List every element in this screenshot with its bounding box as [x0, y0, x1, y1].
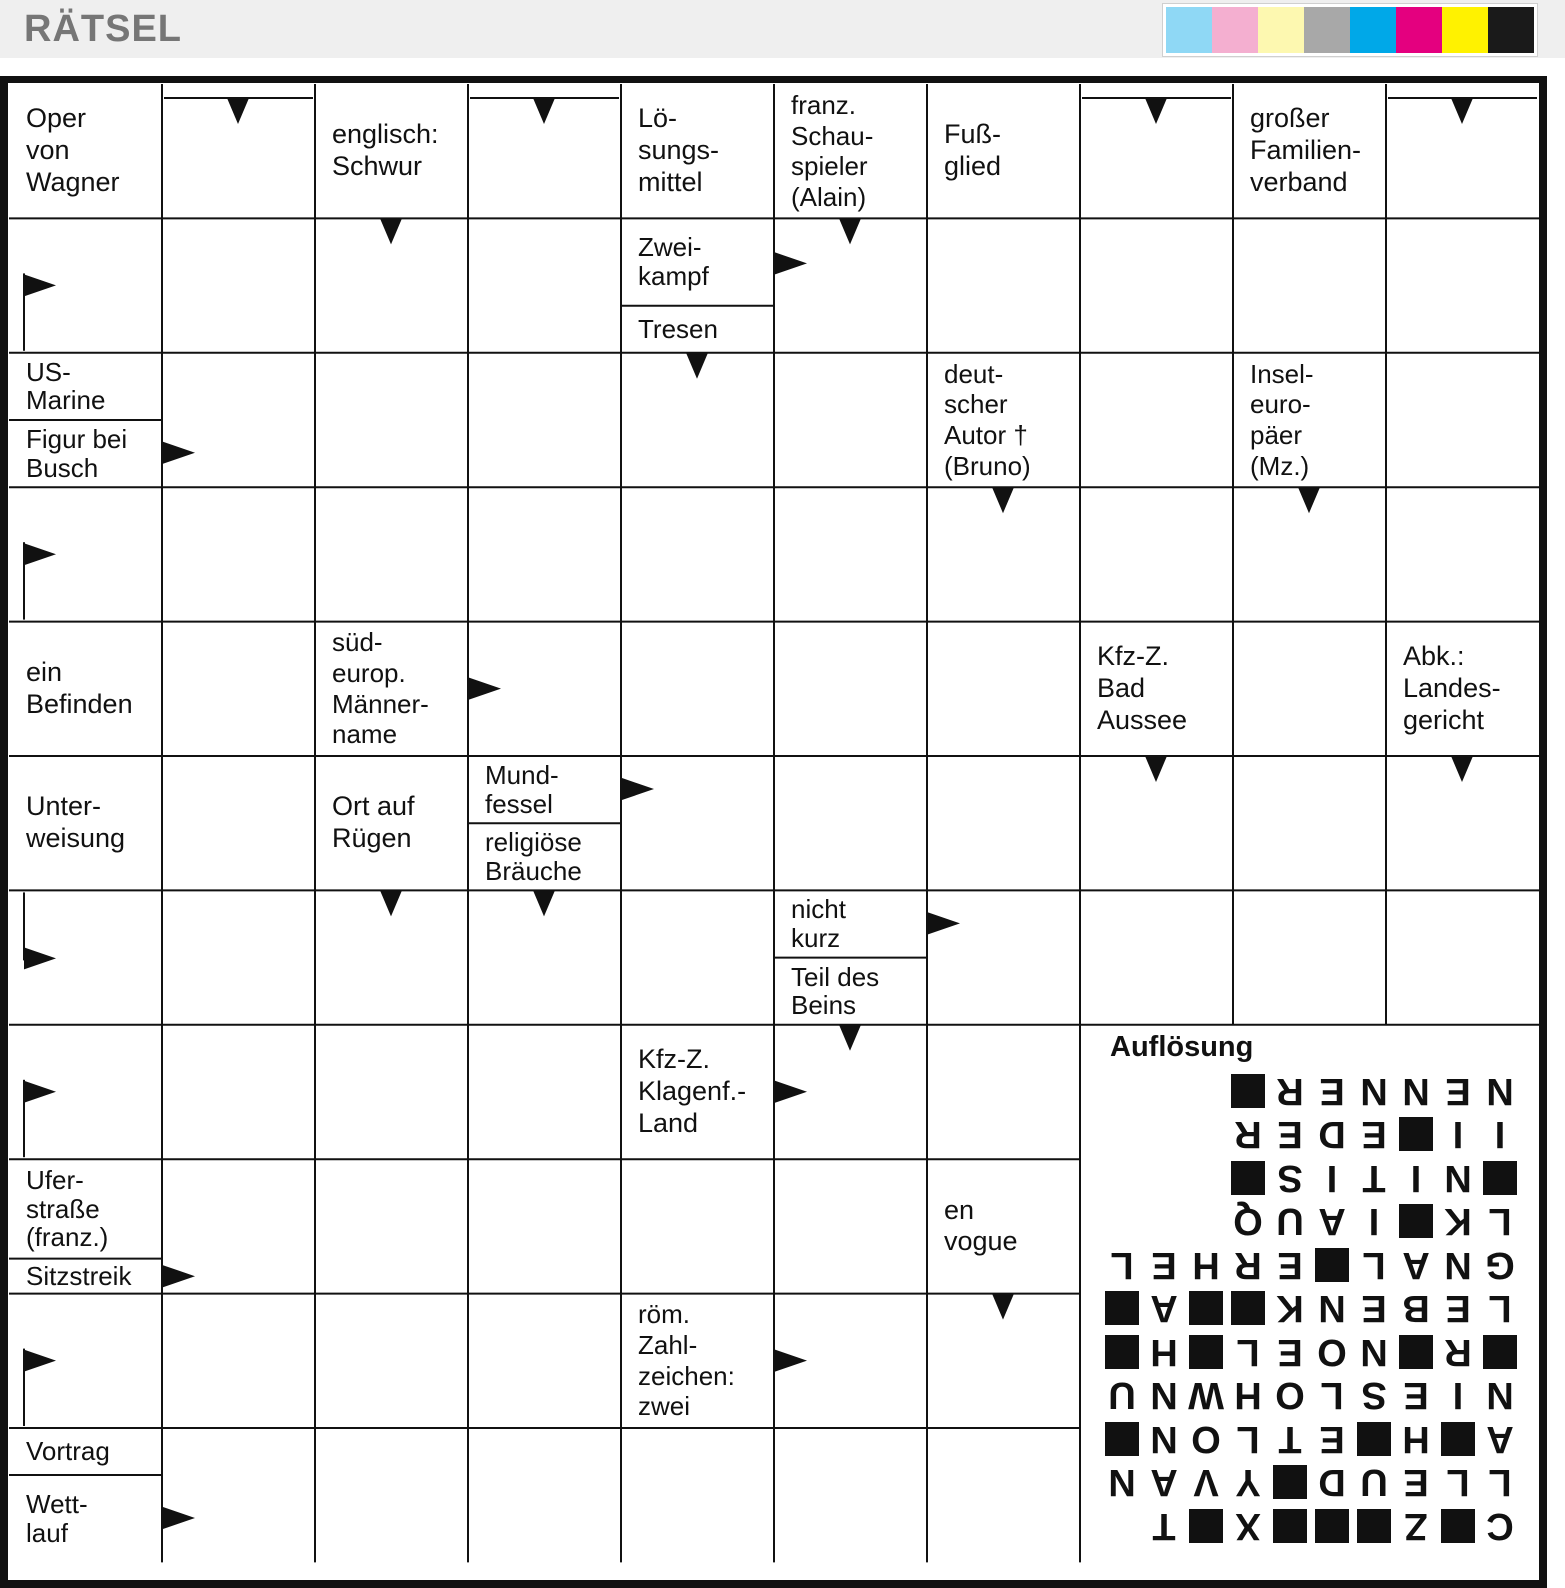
solution-letter: L [1110, 1244, 1134, 1287]
solution-block [1315, 1248, 1349, 1282]
clue-beins: Teil des Beins [791, 961, 880, 1021]
solution-letter: E [1361, 1287, 1387, 1330]
solution-block [1441, 1509, 1475, 1543]
header-bar [0, 0, 1565, 58]
clue-tresen: Tresen [638, 313, 718, 344]
solution-block [1441, 1422, 1475, 1456]
solution-letter: Y [1235, 1461, 1261, 1504]
color-swatch [1166, 7, 1212, 53]
solution-letter: A [1150, 1461, 1178, 1504]
solution-block [1105, 1335, 1139, 1369]
solution-letter: I [1494, 1113, 1506, 1156]
clue-nichtkurz: nicht kurz [791, 894, 846, 953]
solution-block [1231, 1161, 1265, 1195]
clue-landesgericht: Abk.: Landes- gericht [1403, 641, 1501, 735]
clue-mundfessel: Mund- fessel [485, 760, 559, 819]
solution-letter: T [1362, 1157, 1386, 1200]
solution-letter: A [1150, 1287, 1178, 1330]
solution-letter: L [1320, 1374, 1344, 1417]
solution-letter: T [1278, 1418, 1302, 1461]
solution-letter: A [1486, 1418, 1514, 1461]
puzzle-title: RÄTSEL [24, 8, 182, 50]
solution-block [1483, 1335, 1517, 1369]
clue-zweikampf: Zwei- kampf [638, 232, 709, 292]
solution-letter: L [1236, 1331, 1260, 1374]
color-swatch [1396, 7, 1442, 53]
clue-layer [0, 76, 1548, 1588]
solution-title: Auflösung [1110, 1030, 1254, 1063]
solution-letter: N [1444, 1244, 1472, 1287]
solution-letter: L [1362, 1244, 1386, 1287]
clue-sitzstreik: Sitzstreik [26, 1260, 132, 1291]
color-swatch [1212, 7, 1258, 53]
solution-letter: I [1326, 1157, 1338, 1200]
solution-block [1399, 1117, 1433, 1151]
solution-letter: L [1488, 1200, 1512, 1243]
color-swatch [1488, 7, 1534, 53]
solution-letter: S [1277, 1157, 1303, 1200]
solution-letter: A [1402, 1244, 1430, 1287]
solution-letter: E [1445, 1287, 1471, 1330]
solution-letter: L [1488, 1287, 1512, 1330]
solution-letter: S [1361, 1374, 1387, 1417]
solution-letter: U [1108, 1374, 1136, 1417]
solution-letter: E [1277, 1244, 1303, 1287]
solution-block [1399, 1204, 1433, 1238]
solution-letter: X [1235, 1505, 1261, 1548]
solution-letter: B [1402, 1287, 1430, 1330]
clue-schwur: englisch: Schwur [332, 119, 439, 182]
clue-familienverband: großer Familien- verband [1250, 103, 1362, 198]
solution-letter: W [1188, 1374, 1224, 1417]
color-swatch [1258, 7, 1304, 53]
solution-letter: I [1368, 1200, 1380, 1243]
solution-letter: N [1360, 1331, 1388, 1374]
clue-vortrag: Vortrag [26, 1436, 110, 1467]
solution-letter: C [1486, 1505, 1514, 1548]
clue-oper: Oper von Wagner [26, 103, 120, 198]
solution-letter: O [1317, 1331, 1347, 1374]
solution-block [1105, 1291, 1139, 1325]
solution-block [1189, 1335, 1223, 1369]
solution-block [1315, 1509, 1349, 1543]
clue-befinden: ein Befinden [26, 656, 133, 719]
solution-letter: O [1275, 1374, 1305, 1417]
solution-letter: E [1277, 1331, 1303, 1374]
clue-zahlzeichen: röm. Zahl- zeichen: zwei [638, 1299, 735, 1422]
solution-block [1273, 1465, 1307, 1499]
solution-letter: H [1234, 1374, 1262, 1417]
solution-letter: H [1192, 1244, 1220, 1287]
clue-usmarine: US- Marine [26, 356, 106, 416]
solution-block [1483, 1161, 1517, 1195]
solution-letter: Z [1404, 1505, 1428, 1548]
color-swatch [1442, 7, 1488, 53]
solution-letter: R [1234, 1244, 1262, 1287]
clue-autor: deut- scher Autor † (Bruno) [944, 358, 1031, 481]
solution-block [1189, 1509, 1223, 1543]
clue-ruegen: Ort auf Rügen [332, 791, 415, 854]
solution-letter: V [1193, 1461, 1219, 1504]
clue-fussglied: Fuß- glied [944, 119, 1002, 182]
solution-block [1357, 1422, 1391, 1456]
clue-klagenfurt: Kfz-Z. Klagenf.- Land [638, 1044, 747, 1138]
solution-block [1273, 1509, 1307, 1543]
solution-letter: N [1318, 1287, 1346, 1330]
color-swatch [1350, 7, 1396, 53]
solution-letter: N [1486, 1070, 1514, 1113]
solution-block [1231, 1291, 1265, 1325]
solution-block [1399, 1335, 1433, 1369]
solution-letter: N [1360, 1070, 1388, 1113]
solution-letter: U [1360, 1461, 1388, 1504]
solution-block [1189, 1291, 1223, 1325]
solution-letter: D [1318, 1461, 1346, 1504]
solution-letter: R [1276, 1070, 1304, 1113]
solution-letter: E [1319, 1070, 1345, 1113]
clue-loesungsmittel: Lö- sungs- mittel [638, 103, 720, 198]
solution-letter: H [1150, 1331, 1178, 1374]
clue-unterweisung: Unter- weisung [26, 791, 126, 854]
clue-figur: Figur bei Busch [26, 424, 128, 483]
solution-letter: E [1151, 1244, 1177, 1287]
clue-maennername: süd- europ. Männer- name [332, 627, 429, 750]
clue-badaussee: Kfz-Z. Bad Aussee [1097, 641, 1188, 735]
solution-block [1231, 1074, 1265, 1108]
solution-letter: E [1319, 1418, 1345, 1461]
solution-letter: T [1152, 1505, 1176, 1548]
clue-schauspieler: franz. Schau- spieler (Alain) [791, 89, 874, 212]
solution-letter: Q [1233, 1200, 1263, 1243]
clue-wettlauf: Wett- lauf [26, 1489, 88, 1548]
solution-letter: N [1402, 1070, 1430, 1113]
solution-letter: H [1402, 1418, 1430, 1461]
solution-letter: E [1277, 1113, 1303, 1156]
solution-letter: O [1191, 1418, 1221, 1461]
clue-uferstrasse: Ufer- straße (franz.) [26, 1165, 109, 1253]
clue-braeuche: religiöse Bräuche [485, 827, 582, 886]
solution-letter: I [1452, 1374, 1464, 1417]
solution-letter: E [1361, 1113, 1387, 1156]
solution-letter: L [1446, 1461, 1470, 1504]
solution-block [1357, 1509, 1391, 1543]
solution-letter: E [1403, 1374, 1429, 1417]
solution-letter: L [1236, 1418, 1260, 1461]
solution-letter: L [1488, 1461, 1512, 1504]
clue-envogue: en vogue [944, 1194, 1018, 1257]
solution-letter: E [1403, 1461, 1429, 1504]
solution-letter: I [1410, 1157, 1422, 1200]
crossword-board [0, 76, 1548, 1588]
solution-letter: R [1234, 1113, 1262, 1156]
solution-block [1105, 1422, 1139, 1456]
solution-letter: K [1444, 1200, 1472, 1243]
solution-letter: N [1486, 1374, 1514, 1417]
color-calibration-bar [1162, 3, 1538, 57]
solution-letter: R [1444, 1331, 1472, 1374]
solution-letter: K [1276, 1287, 1304, 1330]
clue-inseleuropaeer: Insel- euro- päer (Mz.) [1250, 358, 1314, 481]
solution-letter: D [1318, 1113, 1346, 1156]
color-swatch [1304, 7, 1350, 53]
solution-letter: N [1108, 1461, 1136, 1504]
solution-letter: N [1150, 1374, 1178, 1417]
solution-letter: E [1445, 1070, 1471, 1113]
solution-letter: U [1276, 1200, 1304, 1243]
solution-letter: G [1485, 1244, 1515, 1287]
solution-letter: I [1452, 1113, 1464, 1156]
solution-letter: A [1318, 1200, 1346, 1243]
solution-letter: N [1444, 1157, 1472, 1200]
solution-letter: N [1150, 1418, 1178, 1461]
